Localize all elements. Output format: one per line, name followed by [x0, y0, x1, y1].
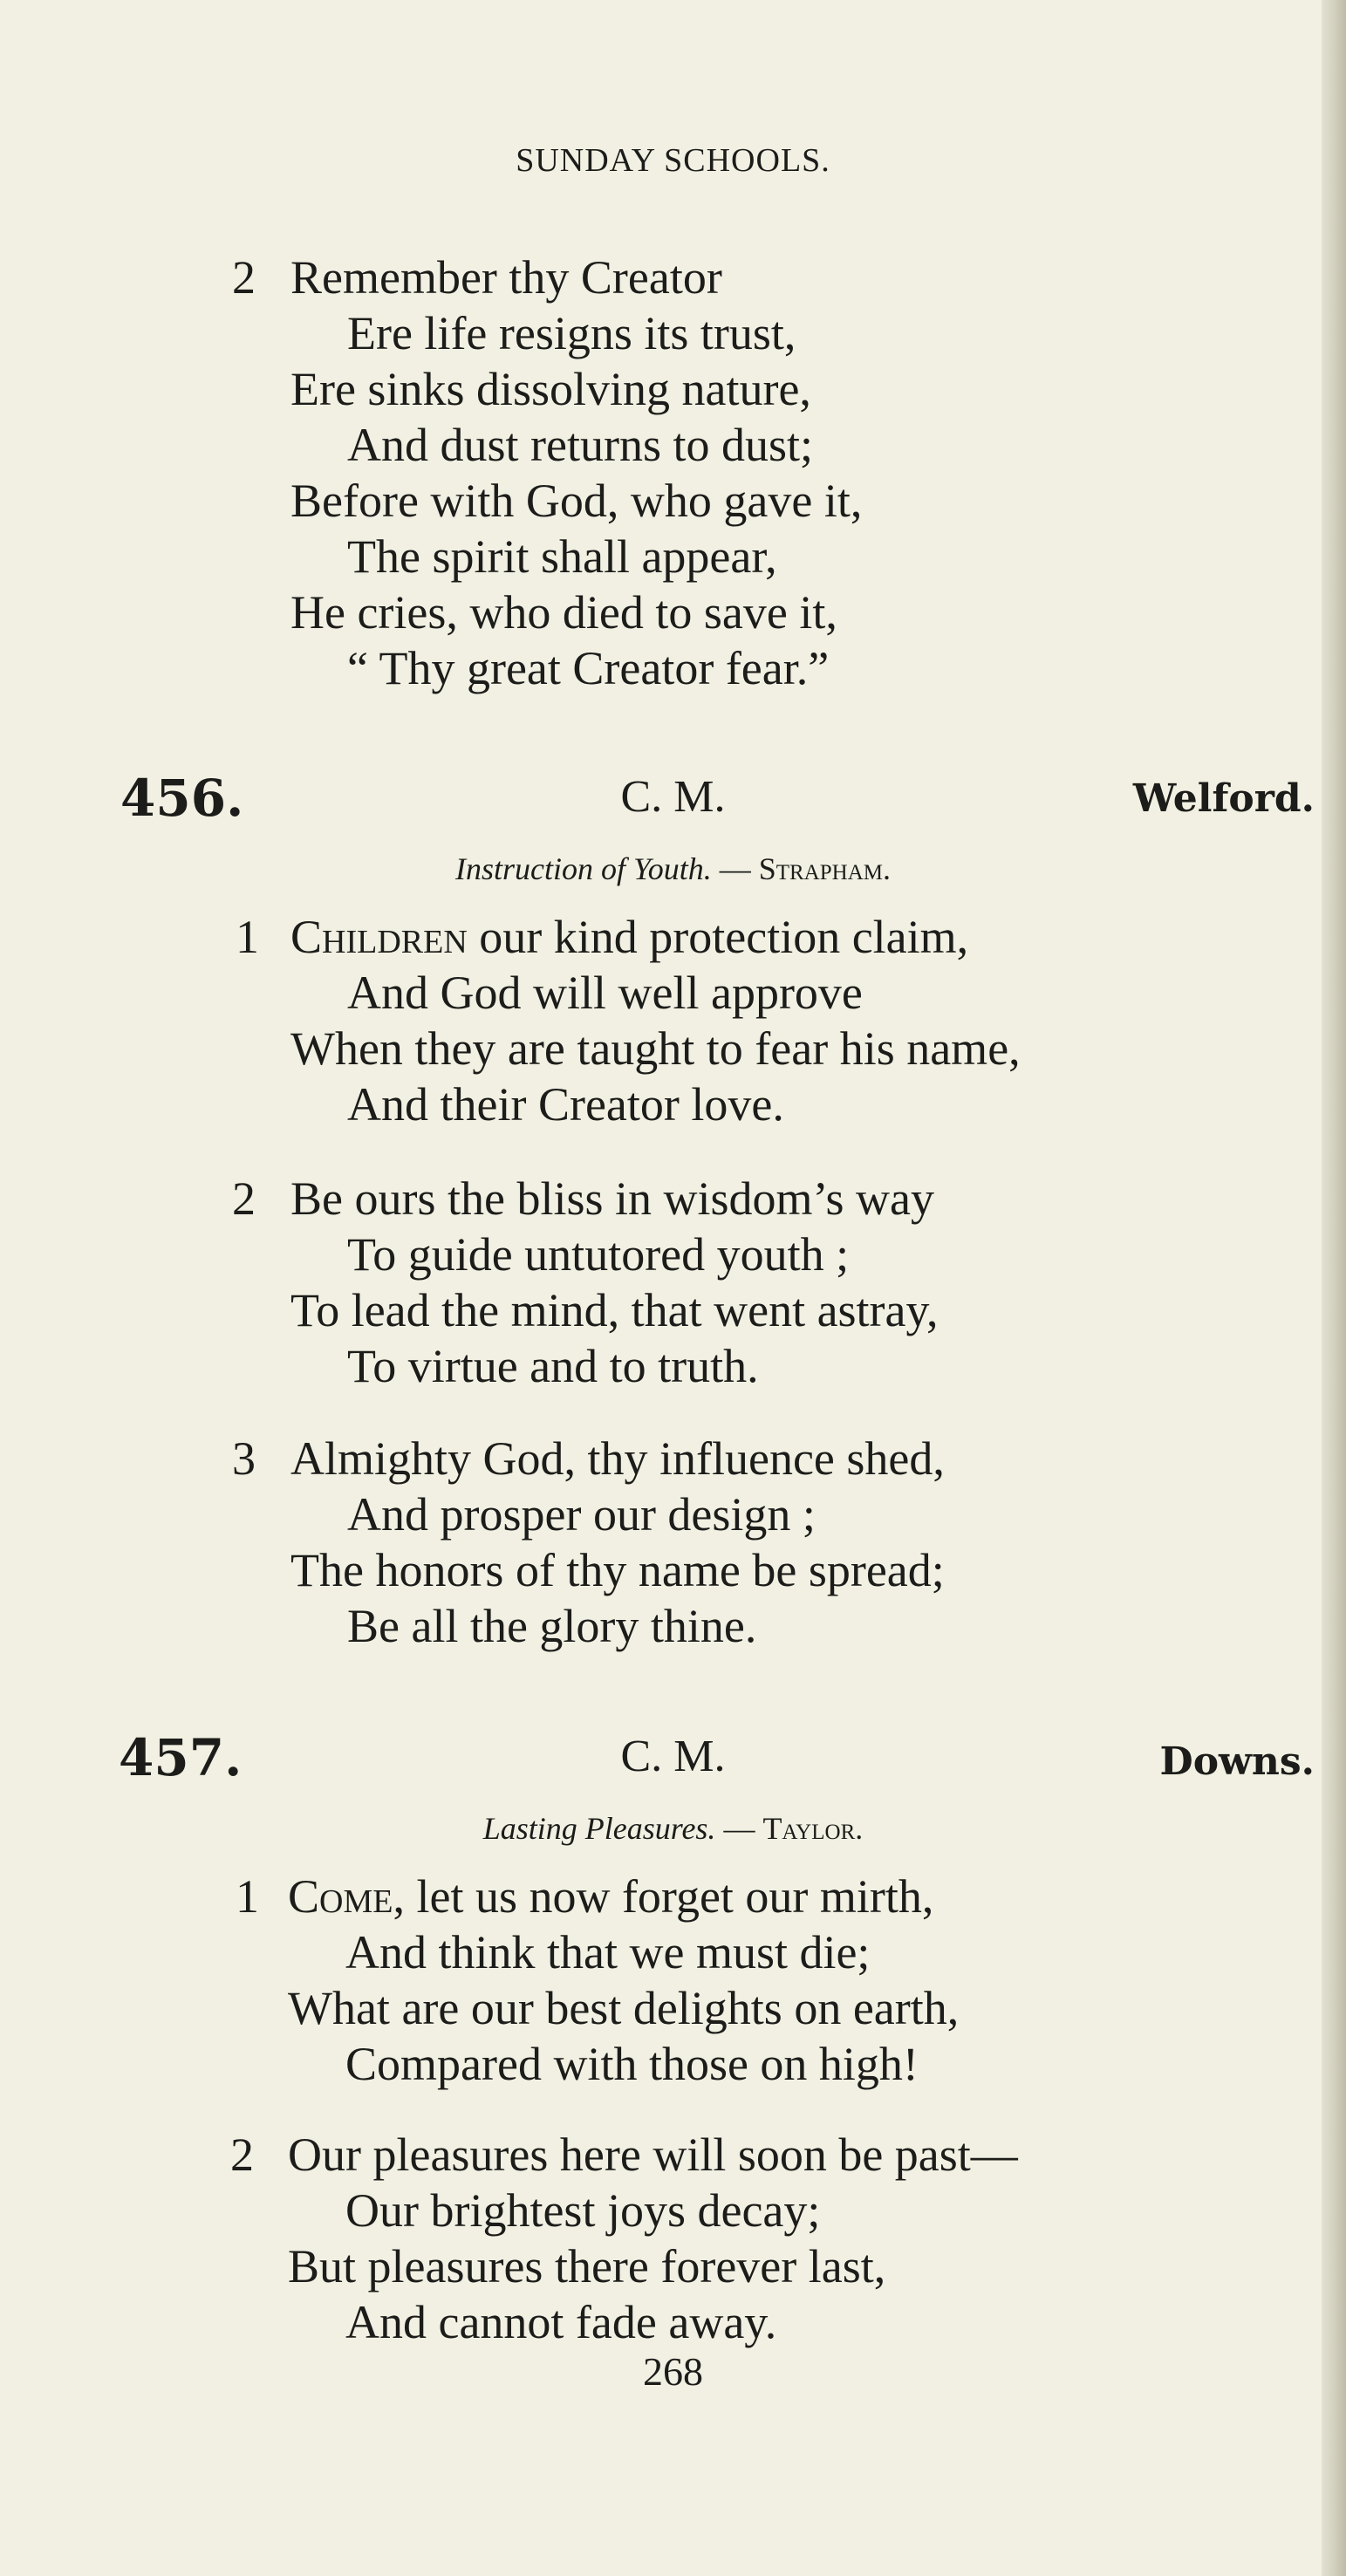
- verse-line: When they are taught to fear his name,: [290, 1022, 1021, 1075]
- first-line-rest: Be ours the bliss in wisdom’s way: [290, 1172, 934, 1225]
- tune-name: Downs.: [1159, 1739, 1315, 1784]
- verse-line: And cannot fade away.: [345, 2296, 777, 2348]
- verse-line: Before with God, who gave it,: [290, 475, 863, 527]
- verse-line: Compared with those on high!: [345, 2038, 919, 2090]
- stanza-number: 1: [236, 911, 259, 963]
- verse-line: And God will well approve: [347, 967, 863, 1019]
- verse-line: Our brightest joys decay;: [345, 2184, 821, 2237]
- running-header: SUNDAY SCHOOLS.: [516, 142, 830, 179]
- hymn-meter: C. M.: [620, 1732, 726, 1781]
- verse-line: [290, 1171, 934, 1227]
- first-word: Children: [290, 911, 468, 963]
- verse-line: He cries, who died to save it,: [290, 586, 837, 639]
- hymn-subtitle: [0, 848, 1346, 890]
- hymn-title: Lasting Pleasures.: [482, 1811, 716, 1846]
- verse-line: To guide untutored youth ;: [347, 1228, 850, 1281]
- verse-line: The honors of thy name be spread;: [290, 1544, 945, 1596]
- verse-line: [288, 2127, 1018, 2183]
- verse-line: But pleasures there forever last,: [288, 2240, 886, 2292]
- verse-line: Remember thy Creator: [290, 251, 722, 304]
- verse-line: [290, 909, 968, 965]
- stanza-number: 2: [232, 251, 256, 304]
- tune-name: Welford.: [1132, 776, 1315, 821]
- hymn-subtitle: [0, 1807, 1346, 1849]
- verse-line: And their Creator love.: [347, 1078, 784, 1131]
- verse-line: [288, 1869, 933, 1924]
- first-line-rest: , let us now forget our mirth,: [393, 1870, 934, 1923]
- verse-line: And dust returns to dust;: [347, 419, 813, 471]
- verse-line: And prosper our design ;: [347, 1488, 816, 1541]
- stanza-number: 2: [232, 1172, 256, 1225]
- subtitle-dash: —: [711, 851, 759, 886]
- verse-line: Be all the glory thine.: [347, 1600, 757, 1652]
- hymn-author: Strapham.: [758, 851, 891, 886]
- verse-line: Ere life resigns its trust,: [347, 307, 796, 359]
- verse-line: To virtue and to truth.: [347, 1340, 759, 1392]
- verse-line: The spirit shall appear,: [347, 530, 777, 583]
- page-number: 268: [643, 2349, 703, 2394]
- verse-line: What are our best delights on earth,: [288, 1982, 960, 2034]
- stanza-number: 2: [230, 2128, 254, 2181]
- hymn-number: 456.: [120, 769, 244, 828]
- first-word: Come: [288, 1870, 393, 1923]
- verse-line: Ere sinks dissolving nature,: [290, 363, 811, 415]
- verse-line: To lead the mind, that went astray,: [290, 1284, 939, 1336]
- verse-line: [290, 1431, 945, 1486]
- page-edge: [1322, 0, 1346, 2576]
- verse-line: “ Thy great Creator fear.”: [347, 642, 830, 694]
- hymn-meter: C. M.: [620, 772, 726, 822]
- subtitle-dash: —: [715, 1811, 763, 1846]
- first-line-rest: our kind protection claim,: [467, 911, 969, 963]
- first-line-rest: Almighty God, thy influence shed,: [290, 1432, 945, 1485]
- stanza-number: 1: [236, 1870, 259, 1923]
- first-line-rest: Our pleasures here will soon be past—: [288, 2128, 1018, 2181]
- verse-line: And think that we must die;: [345, 1926, 871, 1978]
- hymn-author: Taylor.: [762, 1811, 864, 1846]
- stanza-number: 3: [232, 1432, 256, 1485]
- hymn-title: Instruction of Youth.: [455, 851, 712, 886]
- hymn-number: 457.: [119, 1728, 243, 1787]
